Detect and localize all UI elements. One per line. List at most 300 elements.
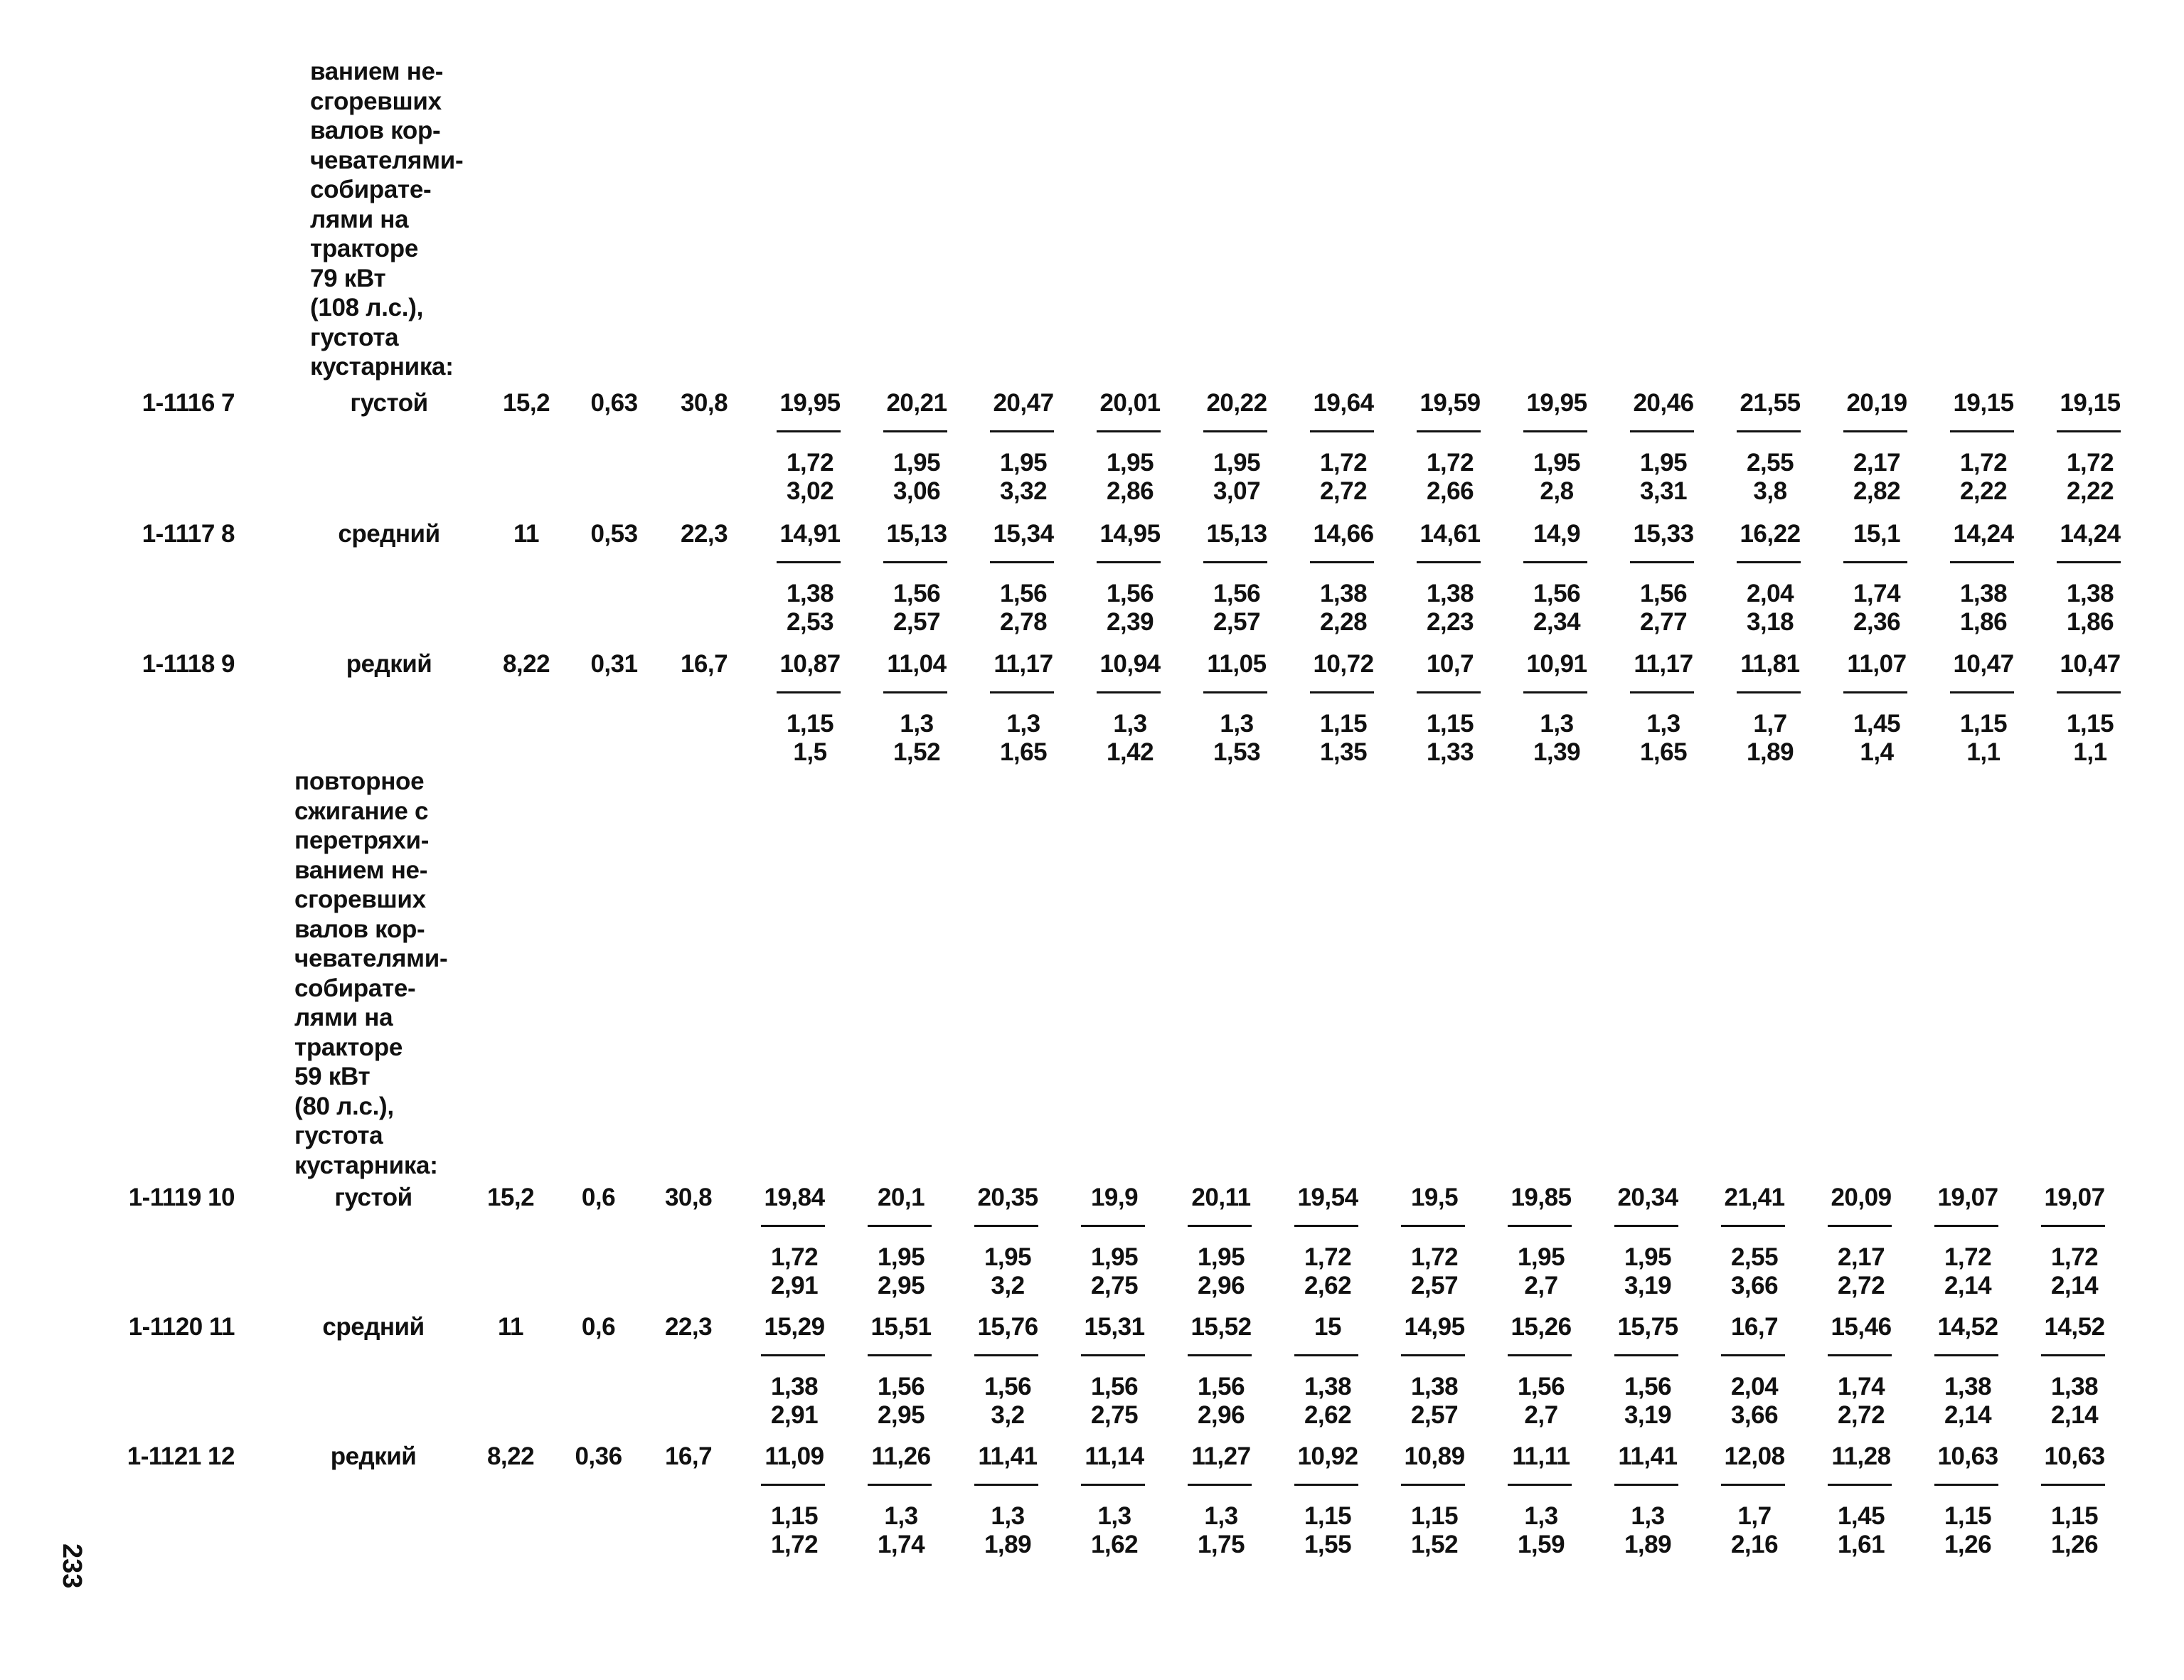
fraction-line xyxy=(1630,561,1694,563)
value-cell xyxy=(1715,1313,1815,1441)
value-numerator: 11,04 xyxy=(887,650,947,678)
row-name: редкий xyxy=(346,650,432,678)
value-bottom: 2,8 xyxy=(1540,477,1574,505)
value-numerator: 14,52 xyxy=(2044,1313,2105,1341)
value-cell xyxy=(878,520,977,648)
value-numerator: 20,22 xyxy=(1206,389,1267,417)
value-cell xyxy=(2035,1313,2135,1441)
value-cell xyxy=(771,520,870,648)
row-param-1: 11 xyxy=(513,520,539,548)
value-middle: 1,15 xyxy=(770,1502,819,1530)
value-cell xyxy=(1518,650,1617,778)
page-number: 233 xyxy=(57,1543,87,1589)
table-row xyxy=(0,520,2184,648)
value-bottom: 2,95 xyxy=(877,1272,925,1299)
value-numerator: 11,26 xyxy=(871,1442,931,1470)
value-bottom: 2,14 xyxy=(1944,1401,1992,1429)
fraction-line xyxy=(1081,1484,1145,1486)
row-param-3: 30,8 xyxy=(680,389,728,417)
value-middle: 1,38 xyxy=(1410,1373,1459,1400)
fraction-line xyxy=(2041,1484,2105,1486)
value-cell xyxy=(1731,650,1831,778)
value-numerator: 20,01 xyxy=(1099,389,1161,417)
value-numerator: 19,64 xyxy=(1313,389,1374,417)
value-numerator: 19,59 xyxy=(1419,389,1481,417)
value-cell xyxy=(1091,389,1190,517)
value-cell xyxy=(1822,1184,1922,1312)
value-bottom: 2,62 xyxy=(1304,1272,1352,1299)
fraction-line xyxy=(1630,691,1694,693)
value-cell xyxy=(1609,1313,1708,1441)
value-cell xyxy=(1929,1313,2028,1441)
value-middle: 1,95 xyxy=(999,449,1048,477)
value-bottom: 3,02 xyxy=(786,477,834,505)
value-middle: 1,38 xyxy=(1944,1373,1992,1400)
value-bottom: 2,28 xyxy=(1319,608,1368,636)
value-numerator: 15,46 xyxy=(1831,1313,1892,1341)
value-middle: 1,56 xyxy=(893,580,941,607)
value-bottom: 2,16 xyxy=(1730,1531,1779,1558)
value-numerator: 20,35 xyxy=(977,1184,1038,1211)
value-bottom: 2,53 xyxy=(786,608,834,636)
value-middle: 2,04 xyxy=(1730,1373,1779,1400)
value-bottom: 2,39 xyxy=(1106,608,1154,636)
section-1-description: ванием не- сгоревших валов кор- чевателями- собирате- лями на тракторе 79 кВт (108 л.с.), густота кустарника: xyxy=(310,58,464,381)
fraction-line xyxy=(1310,430,1374,432)
value-bottom: 2,57 xyxy=(1213,608,1261,636)
value-bottom: 3,8 xyxy=(1753,477,1787,505)
value-bottom: 3,07 xyxy=(1213,477,1261,505)
row-name: редкий xyxy=(330,1442,417,1470)
value-numerator: 10,47 xyxy=(2060,650,2121,678)
row-param-2: 0,53 xyxy=(590,520,638,548)
value-bottom: 2,91 xyxy=(770,1401,819,1429)
value-cell xyxy=(1518,389,1617,517)
value-numerator: 15,34 xyxy=(993,520,1054,548)
fraction-line xyxy=(974,1225,1038,1227)
fraction-line xyxy=(1417,430,1481,432)
row-param-1: 15,2 xyxy=(502,389,550,417)
value-bottom: 3,2 xyxy=(991,1272,1025,1299)
section-2-description: повторное сжигание с перетряхи- ванием не- сгоревших валов кор- чевателями- собирате- лями на тракторе 59 кВт (80 л.с.), густота кустарника: xyxy=(294,767,448,1179)
value-numerator: 10,7 xyxy=(1426,650,1474,678)
fraction-line xyxy=(1721,1484,1785,1486)
table-row xyxy=(0,1442,2184,1570)
value-middle: 1,3 xyxy=(884,1502,918,1530)
fraction-line xyxy=(1934,1354,1998,1356)
value-middle: 1,38 xyxy=(1304,1373,1352,1400)
value-cell xyxy=(1395,1442,1495,1570)
value-cell xyxy=(1289,1442,1388,1570)
value-bottom: 2,75 xyxy=(1090,1401,1139,1429)
value-bottom: 1,59 xyxy=(1517,1531,1565,1558)
value-bottom: 1,74 xyxy=(877,1531,925,1558)
fraction-line xyxy=(1630,430,1694,432)
value-cell xyxy=(1075,1184,1175,1312)
value-numerator: 11,05 xyxy=(1207,650,1267,678)
value-middle: 1,38 xyxy=(1959,580,2008,607)
value-cell xyxy=(1411,520,1511,648)
value-cell xyxy=(1395,1313,1495,1441)
value-bottom: 2,14 xyxy=(1944,1272,1992,1299)
value-numerator: 15,31 xyxy=(1084,1313,1145,1341)
fraction-line xyxy=(1188,1484,1252,1486)
value-cell xyxy=(984,650,1084,778)
value-numerator: 20,11 xyxy=(1191,1184,1251,1211)
value-numerator: 11,11 xyxy=(1512,1442,1570,1470)
value-numerator: 11,41 xyxy=(1618,1442,1678,1470)
fraction-line xyxy=(1828,1354,1892,1356)
fraction-line xyxy=(990,430,1054,432)
fraction-line xyxy=(1188,1354,1252,1356)
value-cell xyxy=(1075,1313,1175,1441)
value-middle: 1,45 xyxy=(1837,1502,1885,1530)
value-numerator: 19,95 xyxy=(1526,389,1587,417)
value-numerator: 15,13 xyxy=(1206,520,1267,548)
fraction-line xyxy=(868,1354,932,1356)
row-param-2: 0,63 xyxy=(590,389,638,417)
value-numerator: 10,72 xyxy=(1313,650,1374,678)
value-cell xyxy=(1944,520,2044,648)
row-name: средний xyxy=(338,520,440,548)
value-cell xyxy=(984,520,1084,648)
value-bottom: 1,65 xyxy=(1639,738,1688,766)
row-param-3: 16,7 xyxy=(680,650,728,678)
fraction-line xyxy=(1203,691,1267,693)
value-cell xyxy=(1715,1442,1815,1570)
fraction-line xyxy=(1950,430,2014,432)
value-middle: 1,56 xyxy=(1624,1373,1672,1400)
value-bottom: 1,65 xyxy=(999,738,1048,766)
value-cell xyxy=(1838,389,1937,517)
value-middle: 2,17 xyxy=(1853,449,1901,477)
value-numerator: 20,19 xyxy=(1846,389,1907,417)
fraction-line xyxy=(1737,691,1801,693)
value-cell xyxy=(1838,520,1937,648)
fraction-line xyxy=(2057,691,2121,693)
value-middle: 1,56 xyxy=(877,1373,925,1400)
fraction-line xyxy=(2041,1225,2105,1227)
fraction-line xyxy=(1721,1354,1785,1356)
value-middle: 1,72 xyxy=(1426,449,1474,477)
value-bottom: 2,23 xyxy=(1426,608,1474,636)
value-middle: 2,04 xyxy=(1746,580,1794,607)
fraction-line xyxy=(1188,1225,1252,1227)
fraction-line xyxy=(1417,561,1481,563)
value-numerator: 19,07 xyxy=(2044,1184,2105,1211)
value-middle: 1,3 xyxy=(1524,1502,1558,1530)
fraction-line xyxy=(1508,1484,1572,1486)
value-middle: 1,15 xyxy=(1304,1502,1352,1530)
value-middle: 1,95 xyxy=(1197,1243,1245,1271)
value-bottom: 2,34 xyxy=(1533,608,1581,636)
fraction-line xyxy=(974,1354,1038,1356)
row-param-1: 11 xyxy=(498,1313,523,1341)
value-bottom: 3,06 xyxy=(893,477,941,505)
value-middle: 2,17 xyxy=(1837,1243,1885,1271)
value-cell xyxy=(1822,1442,1922,1570)
fraction-line xyxy=(883,430,947,432)
value-numerator: 11,17 xyxy=(994,650,1053,678)
value-bottom: 3,32 xyxy=(999,477,1048,505)
fraction-line xyxy=(1614,1484,1678,1486)
fraction-line xyxy=(1508,1354,1572,1356)
fraction-line xyxy=(1508,1225,1572,1227)
value-bottom: 2,75 xyxy=(1090,1272,1139,1299)
fraction-line xyxy=(761,1225,825,1227)
value-cell xyxy=(2035,1442,2135,1570)
fraction-line xyxy=(1294,1225,1358,1227)
fraction-line xyxy=(1828,1225,1892,1227)
fraction-line xyxy=(990,691,1054,693)
row-name: средний xyxy=(322,1313,425,1341)
value-numerator: 15,1 xyxy=(1853,520,1901,548)
fraction-line xyxy=(868,1484,932,1486)
fraction-line xyxy=(777,691,841,693)
value-bottom: 2,7 xyxy=(1524,1401,1558,1429)
value-bottom: 1,86 xyxy=(2066,608,2114,636)
value-numerator: 11,27 xyxy=(1191,1442,1251,1470)
value-numerator: 21,55 xyxy=(1740,389,1801,417)
value-numerator: 14,9 xyxy=(1533,520,1581,548)
value-middle: 1,3 xyxy=(991,1502,1025,1530)
value-numerator: 15 xyxy=(1314,1313,1341,1341)
value-bottom: 2,82 xyxy=(1853,477,1901,505)
value-middle: 1,95 xyxy=(1533,449,1581,477)
value-middle: 1,56 xyxy=(1533,580,1581,607)
fraction-line xyxy=(974,1484,1038,1486)
value-bottom: 1,89 xyxy=(984,1531,1032,1558)
value-numerator: 14,24 xyxy=(1953,520,2014,548)
value-bottom: 1,33 xyxy=(1426,738,1474,766)
fraction-line xyxy=(1401,1484,1465,1486)
fraction-line xyxy=(2057,561,2121,563)
value-bottom: 1,1 xyxy=(1966,738,2001,766)
row-param-3: 22,3 xyxy=(664,1313,713,1341)
value-cell xyxy=(1198,520,1297,648)
value-middle: 1,38 xyxy=(2050,1373,2099,1400)
value-numerator: 15,51 xyxy=(870,1313,932,1341)
fraction-line xyxy=(1737,561,1801,563)
value-cell xyxy=(1929,1442,2028,1570)
value-middle: 1,95 xyxy=(1517,1243,1565,1271)
value-middle: 1,74 xyxy=(1853,580,1901,607)
value-numerator: 15,26 xyxy=(1511,1313,1572,1341)
value-bottom: 1,52 xyxy=(1410,1531,1459,1558)
value-numerator: 11,17 xyxy=(1634,650,1693,678)
value-middle: 1,72 xyxy=(1410,1243,1459,1271)
value-cell xyxy=(1198,650,1297,778)
value-bottom: 2,62 xyxy=(1304,1401,1352,1429)
fraction-line xyxy=(761,1484,825,1486)
value-bottom: 3,66 xyxy=(1730,1401,1779,1429)
row-param-3: 16,7 xyxy=(664,1442,713,1470)
value-numerator: 19,54 xyxy=(1297,1184,1358,1211)
value-cell xyxy=(1518,520,1617,648)
value-bottom: 2,72 xyxy=(1837,1401,1885,1429)
row-param-1: 8,22 xyxy=(502,650,550,678)
fraction-line xyxy=(1843,691,1907,693)
value-numerator: 19,15 xyxy=(2060,389,2121,417)
value-cell xyxy=(2035,1184,2135,1312)
row-param-2: 0,6 xyxy=(581,1313,616,1341)
value-cell xyxy=(1609,1442,1708,1570)
value-middle: 1,95 xyxy=(1090,1243,1139,1271)
value-bottom: 3,19 xyxy=(1624,1272,1672,1299)
fraction-line xyxy=(1097,561,1161,563)
value-numerator: 14,24 xyxy=(2060,520,2121,548)
fraction-line xyxy=(1950,561,2014,563)
value-bottom: 3,2 xyxy=(991,1401,1025,1429)
value-cell xyxy=(1075,1442,1175,1570)
value-numerator: 10,89 xyxy=(1404,1442,1465,1470)
value-middle: 1,38 xyxy=(1426,580,1474,607)
value-numerator: 10,87 xyxy=(779,650,841,678)
value-bottom: 2,22 xyxy=(1959,477,2008,505)
value-middle: 1,3 xyxy=(900,710,934,738)
fraction-line xyxy=(1737,430,1801,432)
value-middle: 1,3 xyxy=(1113,710,1147,738)
value-bottom: 2,57 xyxy=(1410,1272,1459,1299)
value-middle: 1,15 xyxy=(1944,1502,1992,1530)
value-cell xyxy=(1715,1184,1815,1312)
value-middle: 1,56 xyxy=(1090,1373,1139,1400)
fraction-line xyxy=(868,1225,932,1227)
fraction-line xyxy=(1523,430,1587,432)
value-middle: 2,55 xyxy=(1746,449,1794,477)
value-middle: 1,56 xyxy=(1106,580,1154,607)
value-middle: 1,95 xyxy=(1639,449,1688,477)
value-middle: 1,72 xyxy=(770,1243,819,1271)
value-middle: 1,15 xyxy=(1959,710,2008,738)
value-cell xyxy=(1182,1442,1282,1570)
value-bottom: 3,31 xyxy=(1639,477,1688,505)
row-param-2: 0,31 xyxy=(590,650,638,678)
table-row xyxy=(0,389,2184,517)
fraction-line xyxy=(1417,691,1481,693)
value-numerator: 14,95 xyxy=(1099,520,1161,548)
value-numerator: 15,13 xyxy=(886,520,947,548)
row-param-3: 22,3 xyxy=(680,520,728,548)
value-middle: 1,72 xyxy=(1944,1243,1992,1271)
value-numerator: 20,09 xyxy=(1831,1184,1892,1211)
fraction-line xyxy=(1934,1484,1998,1486)
value-numerator: 14,66 xyxy=(1313,520,1374,548)
value-cell xyxy=(1838,650,1937,778)
fraction-line xyxy=(1203,430,1267,432)
value-cell xyxy=(1502,1313,1602,1441)
value-bottom: 1,42 xyxy=(1106,738,1154,766)
value-middle: 1,72 xyxy=(2066,449,2114,477)
value-numerator: 19,84 xyxy=(764,1184,825,1211)
value-bottom: 1,89 xyxy=(1746,738,1794,766)
value-bottom: 1,52 xyxy=(893,738,941,766)
fraction-line xyxy=(2041,1354,2105,1356)
value-numerator: 10,63 xyxy=(1937,1442,1998,1470)
value-bottom: 1,72 xyxy=(770,1531,819,1558)
table-row xyxy=(0,650,2184,778)
row-name: густой xyxy=(334,1184,412,1211)
value-middle: 1,15 xyxy=(2066,710,2114,738)
fraction-line xyxy=(1097,430,1161,432)
value-cell xyxy=(862,1184,962,1312)
value-cell xyxy=(1304,389,1404,517)
value-numerator: 16,7 xyxy=(1730,1313,1779,1341)
value-cell xyxy=(1304,650,1404,778)
value-middle: 1,95 xyxy=(893,449,941,477)
value-numerator: 14,91 xyxy=(779,520,841,548)
value-numerator: 15,75 xyxy=(1617,1313,1678,1341)
value-numerator: 19,95 xyxy=(779,389,841,417)
value-bottom: 1,62 xyxy=(1090,1531,1139,1558)
value-bottom: 2,14 xyxy=(2050,1401,2099,1429)
value-cell xyxy=(1624,650,1724,778)
value-cell xyxy=(1731,520,1831,648)
value-middle: 1,3 xyxy=(1006,710,1040,738)
value-middle: 1,3 xyxy=(1646,710,1680,738)
row-param-2: 0,36 xyxy=(575,1442,622,1470)
value-numerator: 14,95 xyxy=(1404,1313,1465,1341)
fraction-line xyxy=(1721,1225,1785,1227)
value-bottom: 1,5 xyxy=(793,738,827,766)
value-numerator: 10,92 xyxy=(1297,1442,1358,1470)
value-middle: 1,72 xyxy=(786,449,834,477)
value-cell xyxy=(755,1184,855,1312)
value-numerator: 19,5 xyxy=(1410,1184,1459,1211)
value-middle: 1,56 xyxy=(1639,580,1688,607)
fraction-line xyxy=(1843,561,1907,563)
value-middle: 1,38 xyxy=(770,1373,819,1400)
value-middle: 1,3 xyxy=(1540,710,1574,738)
table-row xyxy=(0,1313,2184,1441)
value-numerator: 14,52 xyxy=(1937,1313,1998,1341)
value-numerator: 15,76 xyxy=(977,1313,1038,1341)
value-numerator: 16,22 xyxy=(1740,520,1801,548)
value-cell xyxy=(1198,389,1297,517)
value-middle: 1,72 xyxy=(1304,1243,1352,1271)
value-middle: 1,15 xyxy=(1319,710,1368,738)
value-bottom: 1,39 xyxy=(1533,738,1581,766)
fraction-line xyxy=(1950,691,2014,693)
value-cell xyxy=(1289,1184,1388,1312)
value-bottom: 2,77 xyxy=(1639,608,1688,636)
value-cell xyxy=(1182,1313,1282,1441)
value-bottom: 1,61 xyxy=(1837,1531,1885,1558)
value-middle: 1,15 xyxy=(1426,710,1474,738)
value-bottom: 2,7 xyxy=(1524,1272,1558,1299)
value-cell xyxy=(2051,520,2151,648)
value-cell xyxy=(862,1313,962,1441)
value-cell xyxy=(969,1442,1068,1570)
value-cell xyxy=(1091,650,1190,778)
fraction-line xyxy=(1203,561,1267,563)
value-numerator: 10,47 xyxy=(1953,650,2014,678)
value-bottom: 3,19 xyxy=(1624,1401,1672,1429)
value-middle: 1,72 xyxy=(1959,449,2008,477)
value-bottom: 2,72 xyxy=(1319,477,1368,505)
value-middle: 1,72 xyxy=(1319,449,1368,477)
value-cell xyxy=(1731,389,1831,517)
value-bottom: 1,55 xyxy=(1304,1531,1352,1558)
value-cell xyxy=(862,1442,962,1570)
row-param-3: 30,8 xyxy=(664,1184,713,1211)
value-bottom: 2,22 xyxy=(2066,477,2114,505)
fraction-line xyxy=(1843,430,1907,432)
fraction-line xyxy=(2057,430,2121,432)
value-cell xyxy=(1411,650,1511,778)
value-middle: 1,7 xyxy=(1753,710,1787,738)
value-numerator: 20,47 xyxy=(993,389,1054,417)
